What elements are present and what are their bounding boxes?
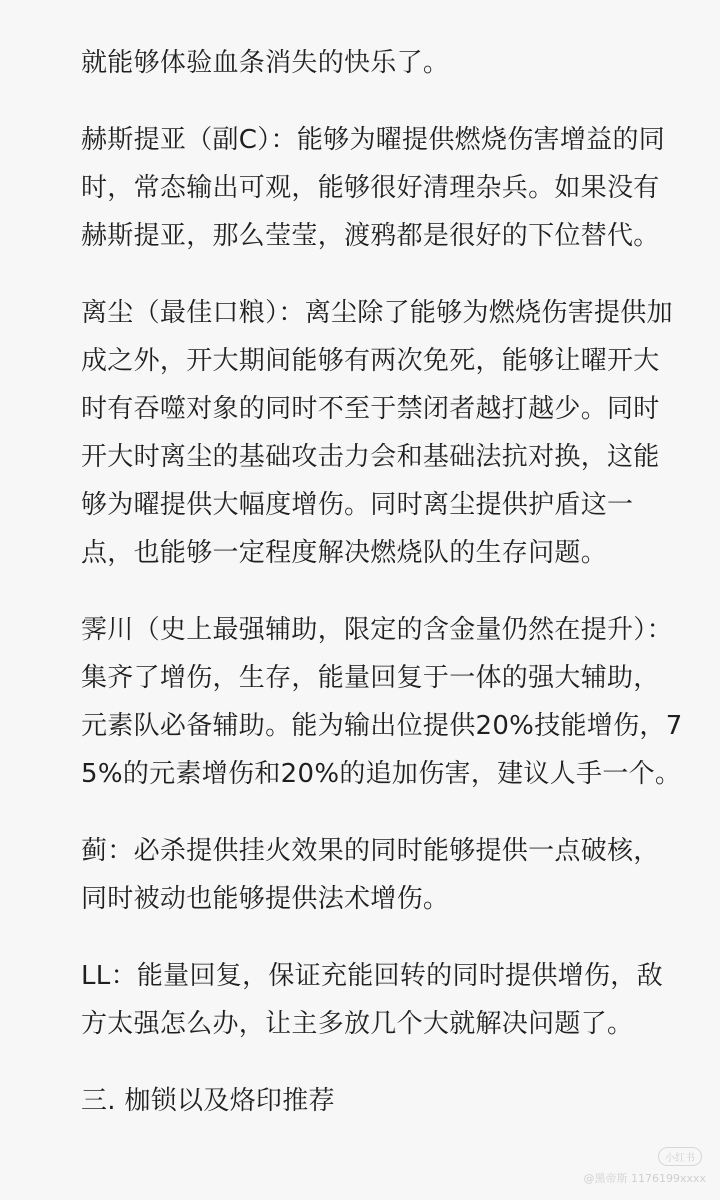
- article-body: [81, 39, 685, 1154]
- paragraph-ji: 蓟：必杀提供挂火效果的同时能够提供一点破核，同时被动也能够提供法术增伤。: [81, 836, 660, 914]
- watermark: [583, 1170, 706, 1186]
- watermark-logo: 小红书: [658, 1147, 702, 1166]
- paragraph-jichuan: 霁川（史上最强辅助，限定的含金量仍然在提升）：集齐了增伤，生存，能量回复于一体的强大辅助，元素队必备辅助。能为输出位提供20%技能增伤，75%的元素增伤和20%的追加伤害，建议人手一个。: [81, 615, 683, 789]
- paragraph-hestia: 赫斯提亚（副C）：能够为曜提供燃烧伤害增益的同时，常态输出可观，能够很好清理杂兵。如果没有赫斯提亚，那么莹莹，渡鸦都是很好的下位替代。: [81, 125, 666, 251]
- paragraph-lichen: 离尘（最佳口粮）：离尘除了能够为燃烧伤害提供加成之外，开大期间能够有两次免死，能够让曜开大时有吞噬对象的同时不至于禁闭者越打越少。同时开大时离尘的基础攻击力会和基础法抗对换，这能够为曜提供大幅度增伤。同时离尘提供护盾这一点，也能够一定程度解决燃烧队的生存问题。: [81, 298, 673, 568]
- watermark-text: @黑帝斯 1176199xxxx: [583, 1172, 706, 1185]
- paragraph-intro-end: 就能够体验血条消失的快乐了。: [81, 48, 450, 78]
- section-heading: 三. 枷锁以及烙印推荐: [81, 1086, 335, 1116]
- paragraph-ll: LL：能量回复，保证充能回转的同时提供增伤，敌方太强怎么办，让主多放几个大就解决问题了。: [81, 961, 663, 1039]
